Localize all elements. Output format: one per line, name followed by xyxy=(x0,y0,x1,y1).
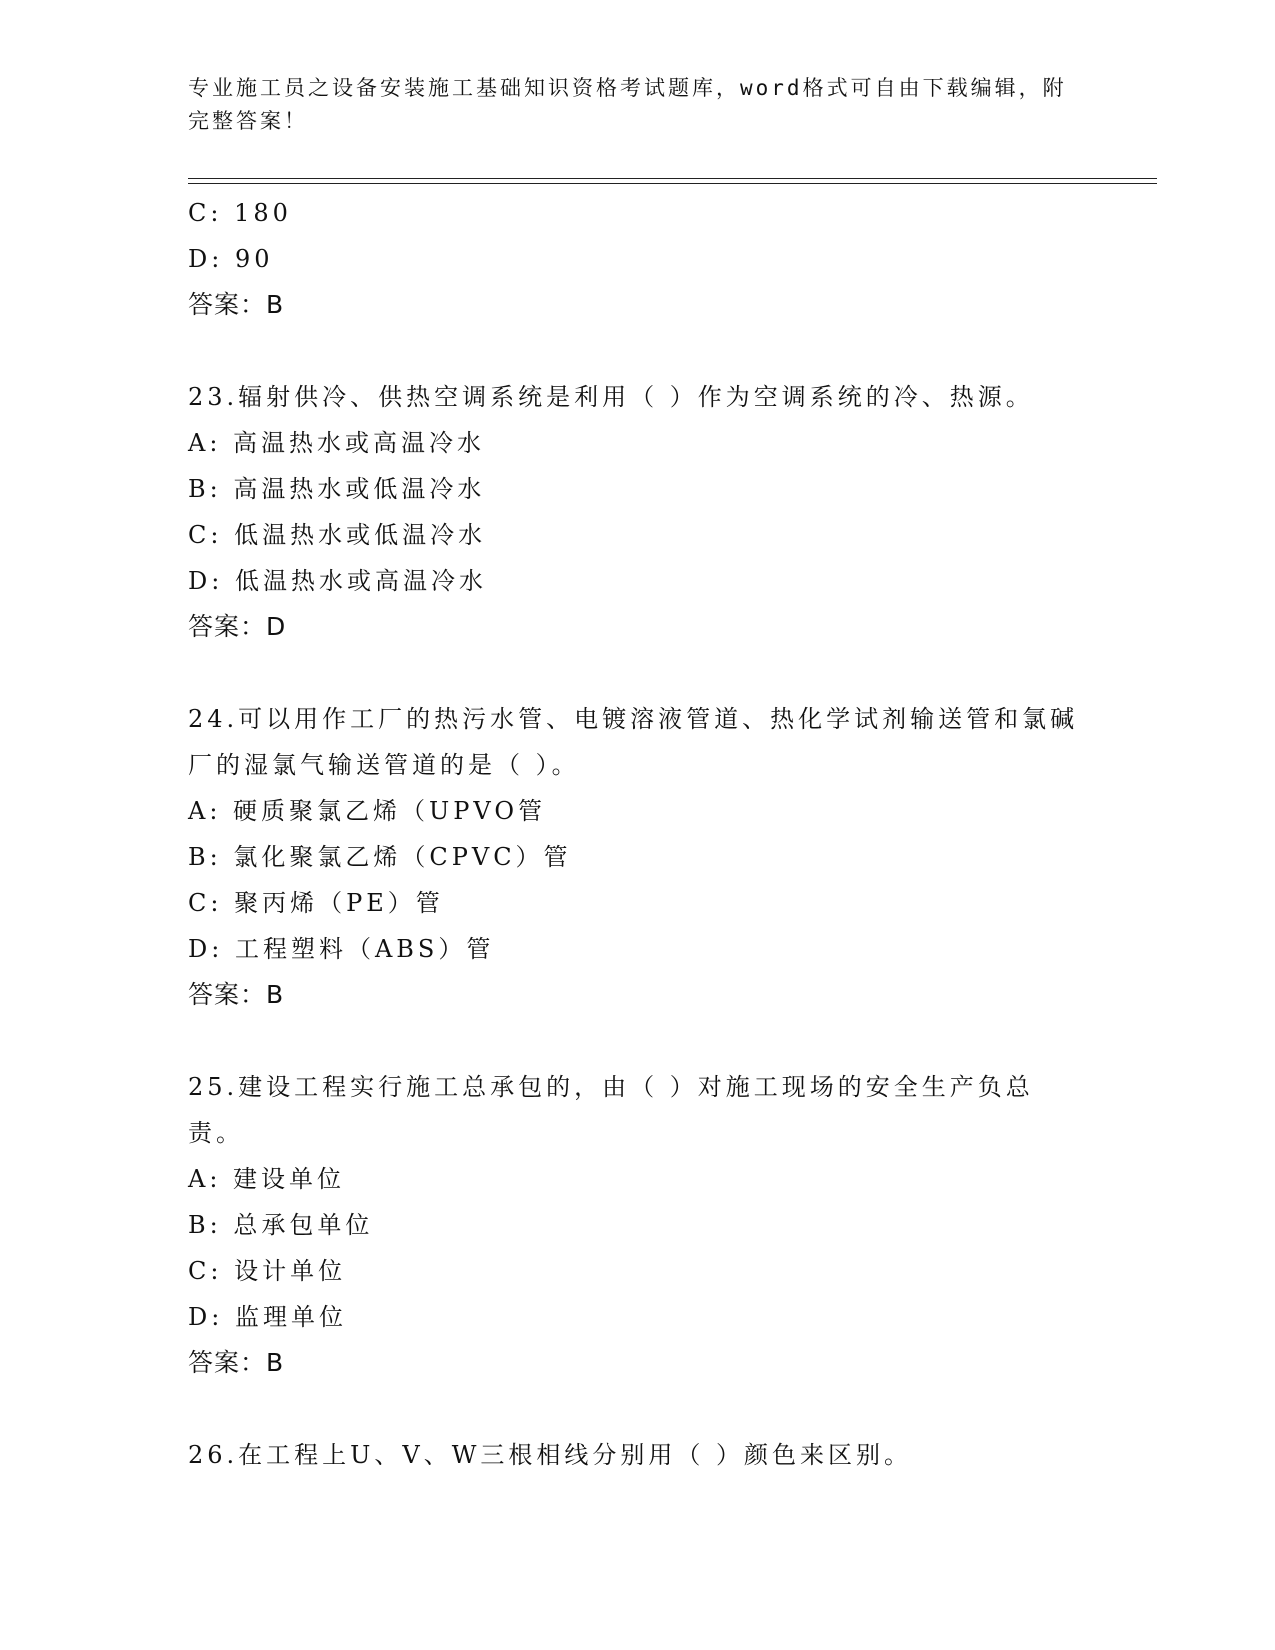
question-block xyxy=(188,374,1088,650)
option-a: A: 高温热水或高温冷水 xyxy=(188,429,486,457)
question-stem: 26.在工程上U、V、W三根相线分别用（ ）颜色来区别。 xyxy=(188,1441,913,1469)
option-c: C: 设计单位 xyxy=(188,1257,347,1285)
question-stem: 24.可以用作工厂的热污水管、电镀溶液管道、热化学试剂输送管和氯碱厂的湿氯气输送管道的是（ ）。 xyxy=(188,705,1079,779)
option-c: C: 低温热水或低温冷水 xyxy=(188,521,487,549)
header-rule-bottom xyxy=(188,183,1157,184)
question-block xyxy=(188,1064,1088,1386)
answer-line: 答案：D xyxy=(188,612,287,641)
option-d: D: 90 xyxy=(188,245,274,273)
question-block xyxy=(188,1432,1088,1478)
option-d: D: 低温热水或高温冷水 xyxy=(188,567,487,595)
option-c: C: 180 xyxy=(188,199,292,227)
previous-question-tail xyxy=(188,190,1088,328)
answer-line: 答案：B xyxy=(188,980,285,1009)
answer-line: 答案：B xyxy=(188,1348,285,1377)
header-rule-top xyxy=(188,178,1157,179)
option-a: A: 建设单位 xyxy=(188,1165,346,1193)
option-b: B: 高温热水或低温冷水 xyxy=(188,475,486,503)
option-b: B: 氯化聚氯乙烯（CPVC）管 xyxy=(188,843,572,871)
option-d: D: 工程塑料（ABS）管 xyxy=(188,935,495,963)
page-header: 专业施工员之设备安装施工基础知识资格考试题库，word格式可自由下载编辑，附完整答案！ xyxy=(188,76,1067,133)
question-list xyxy=(188,190,1088,1478)
question-stem: 25.建设工程实行施工总承包的，由（ ）对施工现场的安全生产负总责。 xyxy=(188,1073,1034,1147)
option-d: D: 监理单位 xyxy=(188,1303,347,1331)
option-b: B: 总承包单位 xyxy=(188,1211,374,1239)
option-c: C: 聚丙烯（PE）管 xyxy=(188,889,444,917)
answer-line: 答案：B xyxy=(188,290,285,319)
option-a: A: 硬质聚氯乙烯（UPVO管 xyxy=(188,797,547,825)
question-stem: 23.辐射供冷、供热空调系统是利用（ ）作为空调系统的冷、热源。 xyxy=(188,383,1034,411)
question-block xyxy=(188,696,1088,1018)
